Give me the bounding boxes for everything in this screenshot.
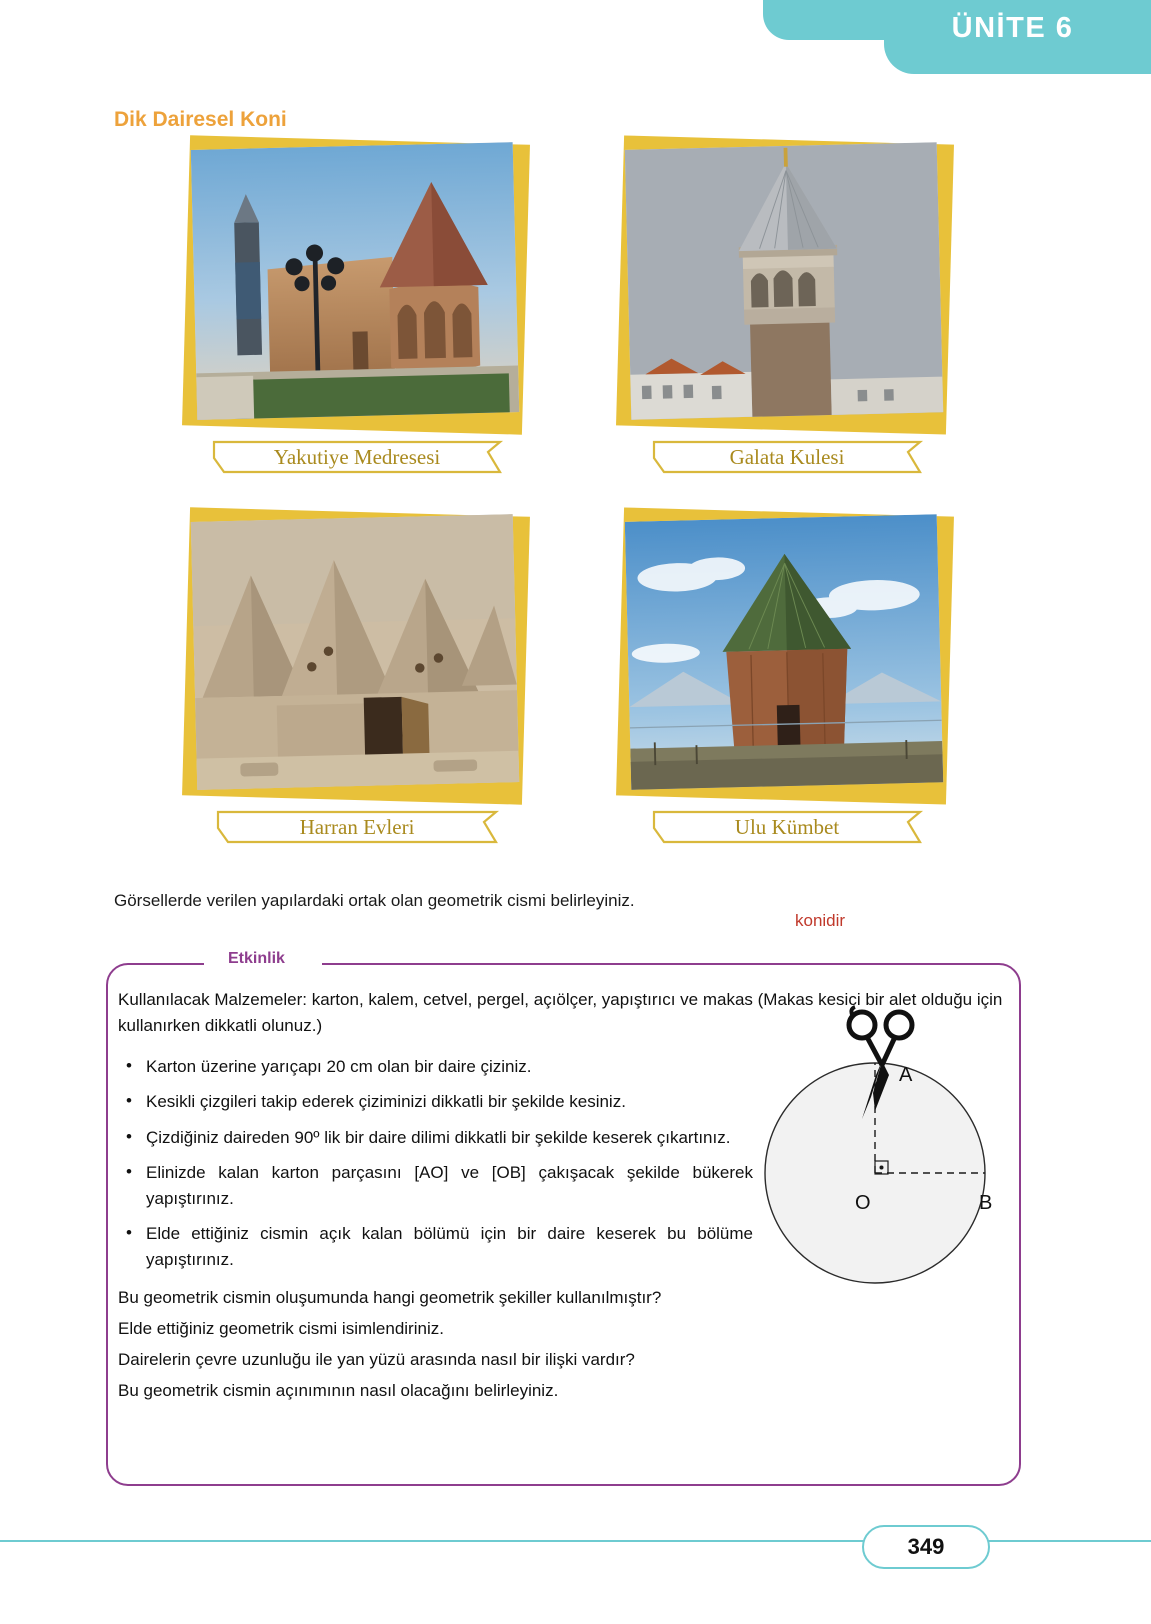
list-item: • Kesikli çizgileri takip ederek çiziminizi dikkatli bir şekilde kesiniz. <box>118 1089 753 1115</box>
photo-card-galata <box>620 140 950 430</box>
activity-question-list <box>118 1288 778 1401</box>
diagram-label-a: A <box>899 1064 913 1086</box>
photo-caption-yakutiye <box>208 440 506 474</box>
diagram-svg <box>749 993 1011 1313</box>
diagram-label-o: O <box>855 1192 871 1214</box>
list-item: • Elde ettiğiniz cismin açık kalan bölümü için bir daire keserek bu bölüme yapıştırınız. <box>118 1221 753 1272</box>
photo-harran-evleri <box>191 514 519 790</box>
page-title: Dik Dairesel Koni <box>114 108 287 131</box>
activity-question: Dairelerin çevre uzunluğu ile yan yüzü arasında nasıl bir ilişki vardır? <box>118 1350 635 1370</box>
activity-step-list <box>118 1054 753 1273</box>
photo-frame <box>625 514 943 790</box>
photo-caption-galata <box>648 440 926 474</box>
caption-label: Ulu Kümbet <box>734 814 840 839</box>
activity-question: Bu geometrik cismin oluşumunda hangi geometrik şekiller kullanılmıştır? <box>118 1288 662 1308</box>
diagram-label-b: B <box>979 1192 993 1214</box>
activity-question: Elde ettiğiniz geometrik cismi isimlendiriniz. <box>118 1319 444 1339</box>
prompt-question: Görsellerde verilen yapılardaki ortak olan geometrik cismi belirleyiniz. <box>114 891 635 910</box>
activity-intro: Kullanılacak Malzemeler: karton, kalem, cetvel, pergel, açıölçer, yapıştırıcı ve makas (Makas kesici bir alet olduğu için kullanırken dikkatli olunuz.) <box>118 990 1003 1036</box>
photo-frame <box>191 142 520 420</box>
photo-card-yakutiye <box>186 140 526 430</box>
diagram-center-dot <box>880 1166 884 1170</box>
unit-header <box>0 0 1151 84</box>
photo-ulu-kumbet <box>625 514 943 790</box>
caption-label: Harran Evleri <box>299 814 415 839</box>
photo-caption-harran <box>212 810 502 844</box>
caption-label: Yakutiye Medresesi <box>273 444 441 469</box>
photo-galata-kulesi <box>625 142 944 420</box>
activity-box <box>106 950 1021 1486</box>
photo-caption-ulu-kumbet <box>648 810 926 844</box>
photo-frame <box>191 514 519 790</box>
page-number-badge: 349 <box>862 1525 990 1569</box>
photo-yakutiye-medresesi <box>191 142 520 420</box>
photo-card-ulu-kumbet <box>620 512 950 800</box>
prompt-answer: konidir <box>795 911 846 930</box>
activity-content <box>108 965 1019 1484</box>
caption-label: Galata Kulesi <box>729 444 845 469</box>
activity-label: Etkinlik <box>218 950 295 968</box>
scissors-icon <box>849 1007 912 1065</box>
list-item: • Çizdiğiniz daireden 90º lik bir daire dilimi dikkatli bir şekilde keserek çıkartınız. <box>118 1125 753 1151</box>
unit-header-band-lower <box>884 40 1151 74</box>
circle-scissors-diagram <box>749 993 1011 1313</box>
unit-label: ÜNİTE 6 <box>951 12 1074 44</box>
list-item: • Karton üzerine yarıçapı 20 cm olan bir daire çiziniz. <box>118 1054 753 1080</box>
list-item: • Elinizde kalan karton parçasını [AO] ve [OB] çakışacak şekilde bükerek yapıştırınız. <box>118 1160 753 1211</box>
photo-card-harran <box>186 512 526 800</box>
activity-question: Bu geometrik cismin açınımının nasıl olacağını belirleyiniz. <box>118 1381 559 1401</box>
photo-frame <box>625 142 944 420</box>
